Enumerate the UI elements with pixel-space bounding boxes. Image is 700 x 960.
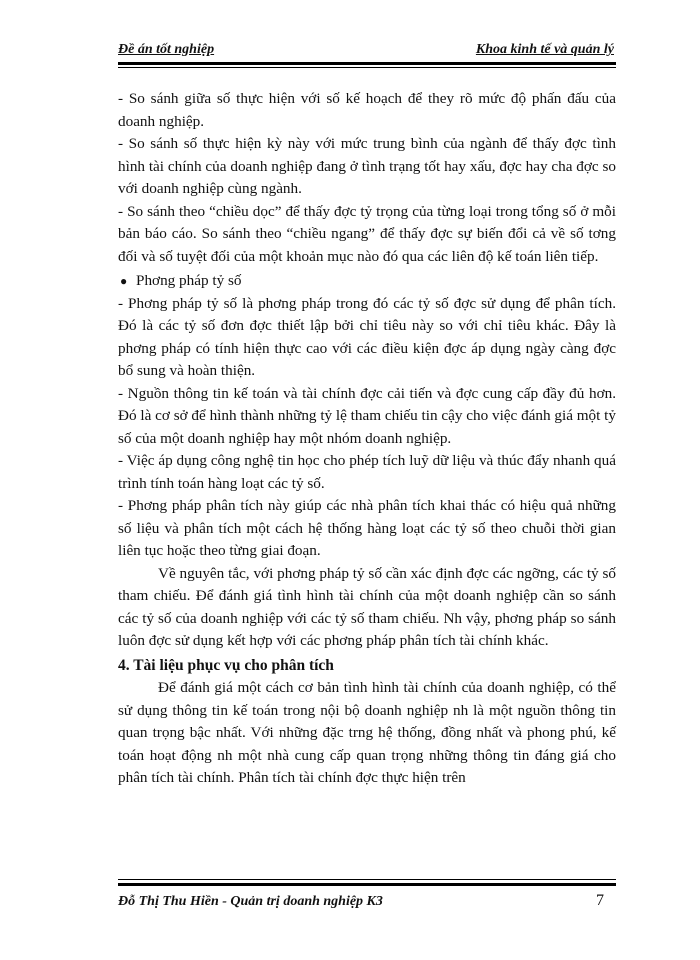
- header-right-title: Khoa kinh tế và quản lý: [475, 42, 614, 57]
- footer-rule-thick: [118, 883, 616, 886]
- bullet-item: [118, 270, 616, 293]
- paragraph: - So sánh theo “chiều dọc” để thấy đợc tỷ trọng của từng loại trong tổng số ở mỗi bản báo cáo. So sánh theo “chiều ngang” để thấy đợc sự biến đổi cả về số tơng đối và số tuyệt đối của một khoản mục nào đó qua các liên độ kế toán liên tiếp.: [118, 202, 616, 265]
- paragraph: - Phơng pháp tỷ số là phơng pháp trong đó các tỷ số đợc sử dụng để phân tích. Đó là các tỷ số đơn đợc thiết lập bởi chỉ tiêu này so với chỉ tiêu khác. Đây là phơng pháp có tính hiện thực cao với các điều kiện đợc áp dụng ngày càng đợc bổ sung và hoàn thiện.: [118, 294, 616, 379]
- page-number: 7: [596, 892, 604, 909]
- paragraph: - So sánh số thực hiện kỳ này với mức trung bình của ngành để thấy đợc tình hình tài chính của doanh nghiệp đang ở tình trạng tốt hay xấu, đợc hay cha đợc so với doanh nghiệp cùng ngành.: [118, 135, 616, 197]
- paragraph: Để đánh giá một cách cơ bản tình hình tài chính của doanh nghiệp, có thể sử dụng thông tin kế toán trong nội bộ doanh nghiệp nh là một nguồn thông tin quan trọng bậc nhất. Với những đặc trng hệ thống, đồng nhất và phong phú, kế toán hoạt động nh một nhà cung cấp quan trọng những thông tin đáng giá cho phân tích tài chính. Phân tích tài chính đợc thực hiện trên: [118, 679, 616, 786]
- footer-author: Đỗ Thị Thu Hiền - Quản trị doanh nghiệp K3: [118, 894, 383, 909]
- page-header: [118, 40, 614, 62]
- paragraph: - Việc áp dụng công nghệ tin học cho phép tích luỹ dữ liệu và thúc đẩy nhanh quá trình tính toán hàng loạt các tỷ số.: [118, 452, 616, 492]
- document-body: [118, 88, 616, 790]
- header-rule-thin: [118, 67, 616, 68]
- header-rule-thick: [118, 62, 616, 65]
- footer-rule-thin: [118, 879, 616, 880]
- paragraph: Về nguyên tắc, với phơng pháp tỷ số cần xác định đợc các ngỡng, các tỷ số tham chiếu. Để đánh giá tình hình tài chính của một doanh nghiệp cần so sánh các tỷ số của doanh nghiệp với các tỷ số tham chiếu. Nh vậy, phơng pháp so sánh luôn đợc sử dụng kết hợp với các phơng pháp phân tích tài chính khác.: [118, 564, 616, 649]
- paragraph: - So sánh giữa số thực hiện với số kế hoạch để they rõ mức độ phấn đấu của doanh nghiệp.: [118, 90, 616, 130]
- paragraph: - Nguồn thông tin kế toán và tài chính đợc cải tiến và đợc cung cấp đầy đủ hơn. Đó là cơ sở để hình thành những tỷ lệ tham chiếu tin cậy cho việc đánh giá một tỷ số của một doanh nghiệp hay một nhóm doanh nghiệp.: [118, 384, 616, 447]
- bullet-label: Phơng pháp tỷ số: [136, 272, 242, 289]
- section-heading: 4. Tài liệu phục vụ cho phân tích: [118, 656, 334, 674]
- header-left-title: Đề án tốt nghiệp: [118, 42, 215, 57]
- bullet-dot-icon: ●: [120, 274, 128, 288]
- paragraph: - Phơng pháp phân tích này giúp các nhà phân tích khai thác có hiệu quả những số liệu và phân tích một cách hệ thống hàng loạt các tỷ số theo chuỗi thời gian liên tục hoặc theo từng giai đoạn.: [118, 497, 616, 559]
- page-footer: [118, 890, 614, 914]
